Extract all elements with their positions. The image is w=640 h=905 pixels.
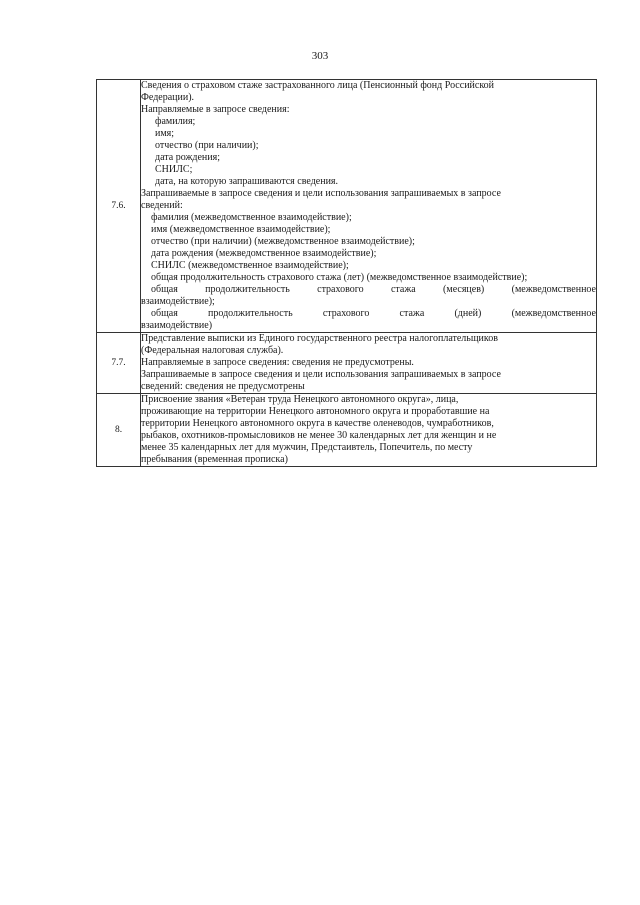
- word: продолжительность: [208, 308, 293, 319]
- row-text: [141, 333, 597, 394]
- text-line: общая продолжительность страхового стажа (лет) (межведомственное взаимодействие);: [151, 272, 528, 283]
- text-line: Направляемые в запросе сведения: сведения не предусмотрены.: [141, 357, 414, 368]
- text-line: сведений: сведения не предусмотрены: [141, 381, 305, 392]
- text-line: взаимодействие);: [141, 296, 215, 307]
- text-line: рыбаков, охотников-промысловиков не менее 30 календарных лет для женщин и не: [141, 430, 497, 441]
- text-line: Присвоение звания «Ветеран труда Ненецкого автономного округа», лица,: [141, 394, 459, 405]
- text-line: отчество (при наличии) (межведомственное взаимодействие);: [151, 236, 415, 247]
- text-line: проживающие на территории Ненецкого автономного округа и проработавшие на: [141, 406, 490, 417]
- text-line-justified: [141, 284, 596, 296]
- text-line: отчество (при наличии);: [155, 140, 259, 151]
- text-line: территории Ненецкого автономного округа в качестве оленеводов, чумработников,: [141, 418, 494, 429]
- row-number: 7.7.: [97, 333, 141, 394]
- word: (дней): [454, 308, 482, 319]
- text-line: взаимодействие): [141, 320, 213, 331]
- word: продолжительность: [205, 284, 290, 295]
- text-line: СНИЛС;: [155, 164, 193, 175]
- text-line: имя;: [155, 128, 175, 139]
- text-line: Сведения о страховом стаже застрахованного лица (Пенсионный фонд Российской: [141, 80, 495, 91]
- text-line-justified: [141, 308, 596, 320]
- text-line: имя (межведомственное взаимодействие);: [151, 224, 331, 235]
- text-line: менее 35 календарных лет для мужчин, Предстаивтель, Попечитель, по месту: [141, 442, 473, 453]
- table-row: [97, 80, 597, 333]
- word: стажа: [399, 308, 425, 319]
- row-text: [141, 80, 597, 333]
- word: (межведомственное: [511, 284, 596, 295]
- word: (межведомственное: [511, 308, 596, 319]
- text-line: (Федеральная налоговая служба).: [141, 345, 284, 356]
- text-line: СНИЛС (межведомственное взаимодействие);: [151, 260, 349, 271]
- word: (месяцев): [443, 284, 485, 295]
- word: общая: [151, 284, 178, 295]
- table-row: [97, 333, 597, 394]
- page-number: 303: [311, 50, 329, 62]
- text-line: дата рождения (межведомственное взаимодействие);: [151, 248, 377, 259]
- text-line: сведений:: [141, 200, 183, 211]
- word: общая: [151, 308, 178, 319]
- text-line: Запрашиваемые в запросе сведения и цели использования запрашиваемых в запросе: [141, 188, 501, 199]
- text-line: пребывания (временная прописка): [141, 454, 288, 465]
- text-line: Федерации).: [141, 92, 195, 103]
- row-text: [141, 394, 597, 467]
- row-number: 8.: [97, 394, 141, 467]
- text-line: Представление выписки из Единого государственного реестра налогоплательщиков: [141, 333, 498, 344]
- text-line: Направляемые в запросе сведения:: [141, 104, 290, 115]
- services-table: [96, 79, 597, 467]
- row-number: 7.6.: [97, 80, 141, 333]
- text-line: дата рождения;: [155, 152, 220, 163]
- text-line: Запрашиваемые в запросе сведения и цели использования запрашиваемых в запросе: [141, 369, 501, 380]
- table-row: [97, 394, 597, 467]
- word: страхового: [322, 308, 370, 319]
- word: стажа: [390, 284, 416, 295]
- word: страхового: [317, 284, 364, 295]
- text-line: фамилия (межведомственное взаимодействие);: [151, 212, 352, 223]
- text-line: фамилия;: [155, 116, 196, 127]
- text-line: дата, на которую запрашиваются сведения.: [155, 176, 339, 187]
